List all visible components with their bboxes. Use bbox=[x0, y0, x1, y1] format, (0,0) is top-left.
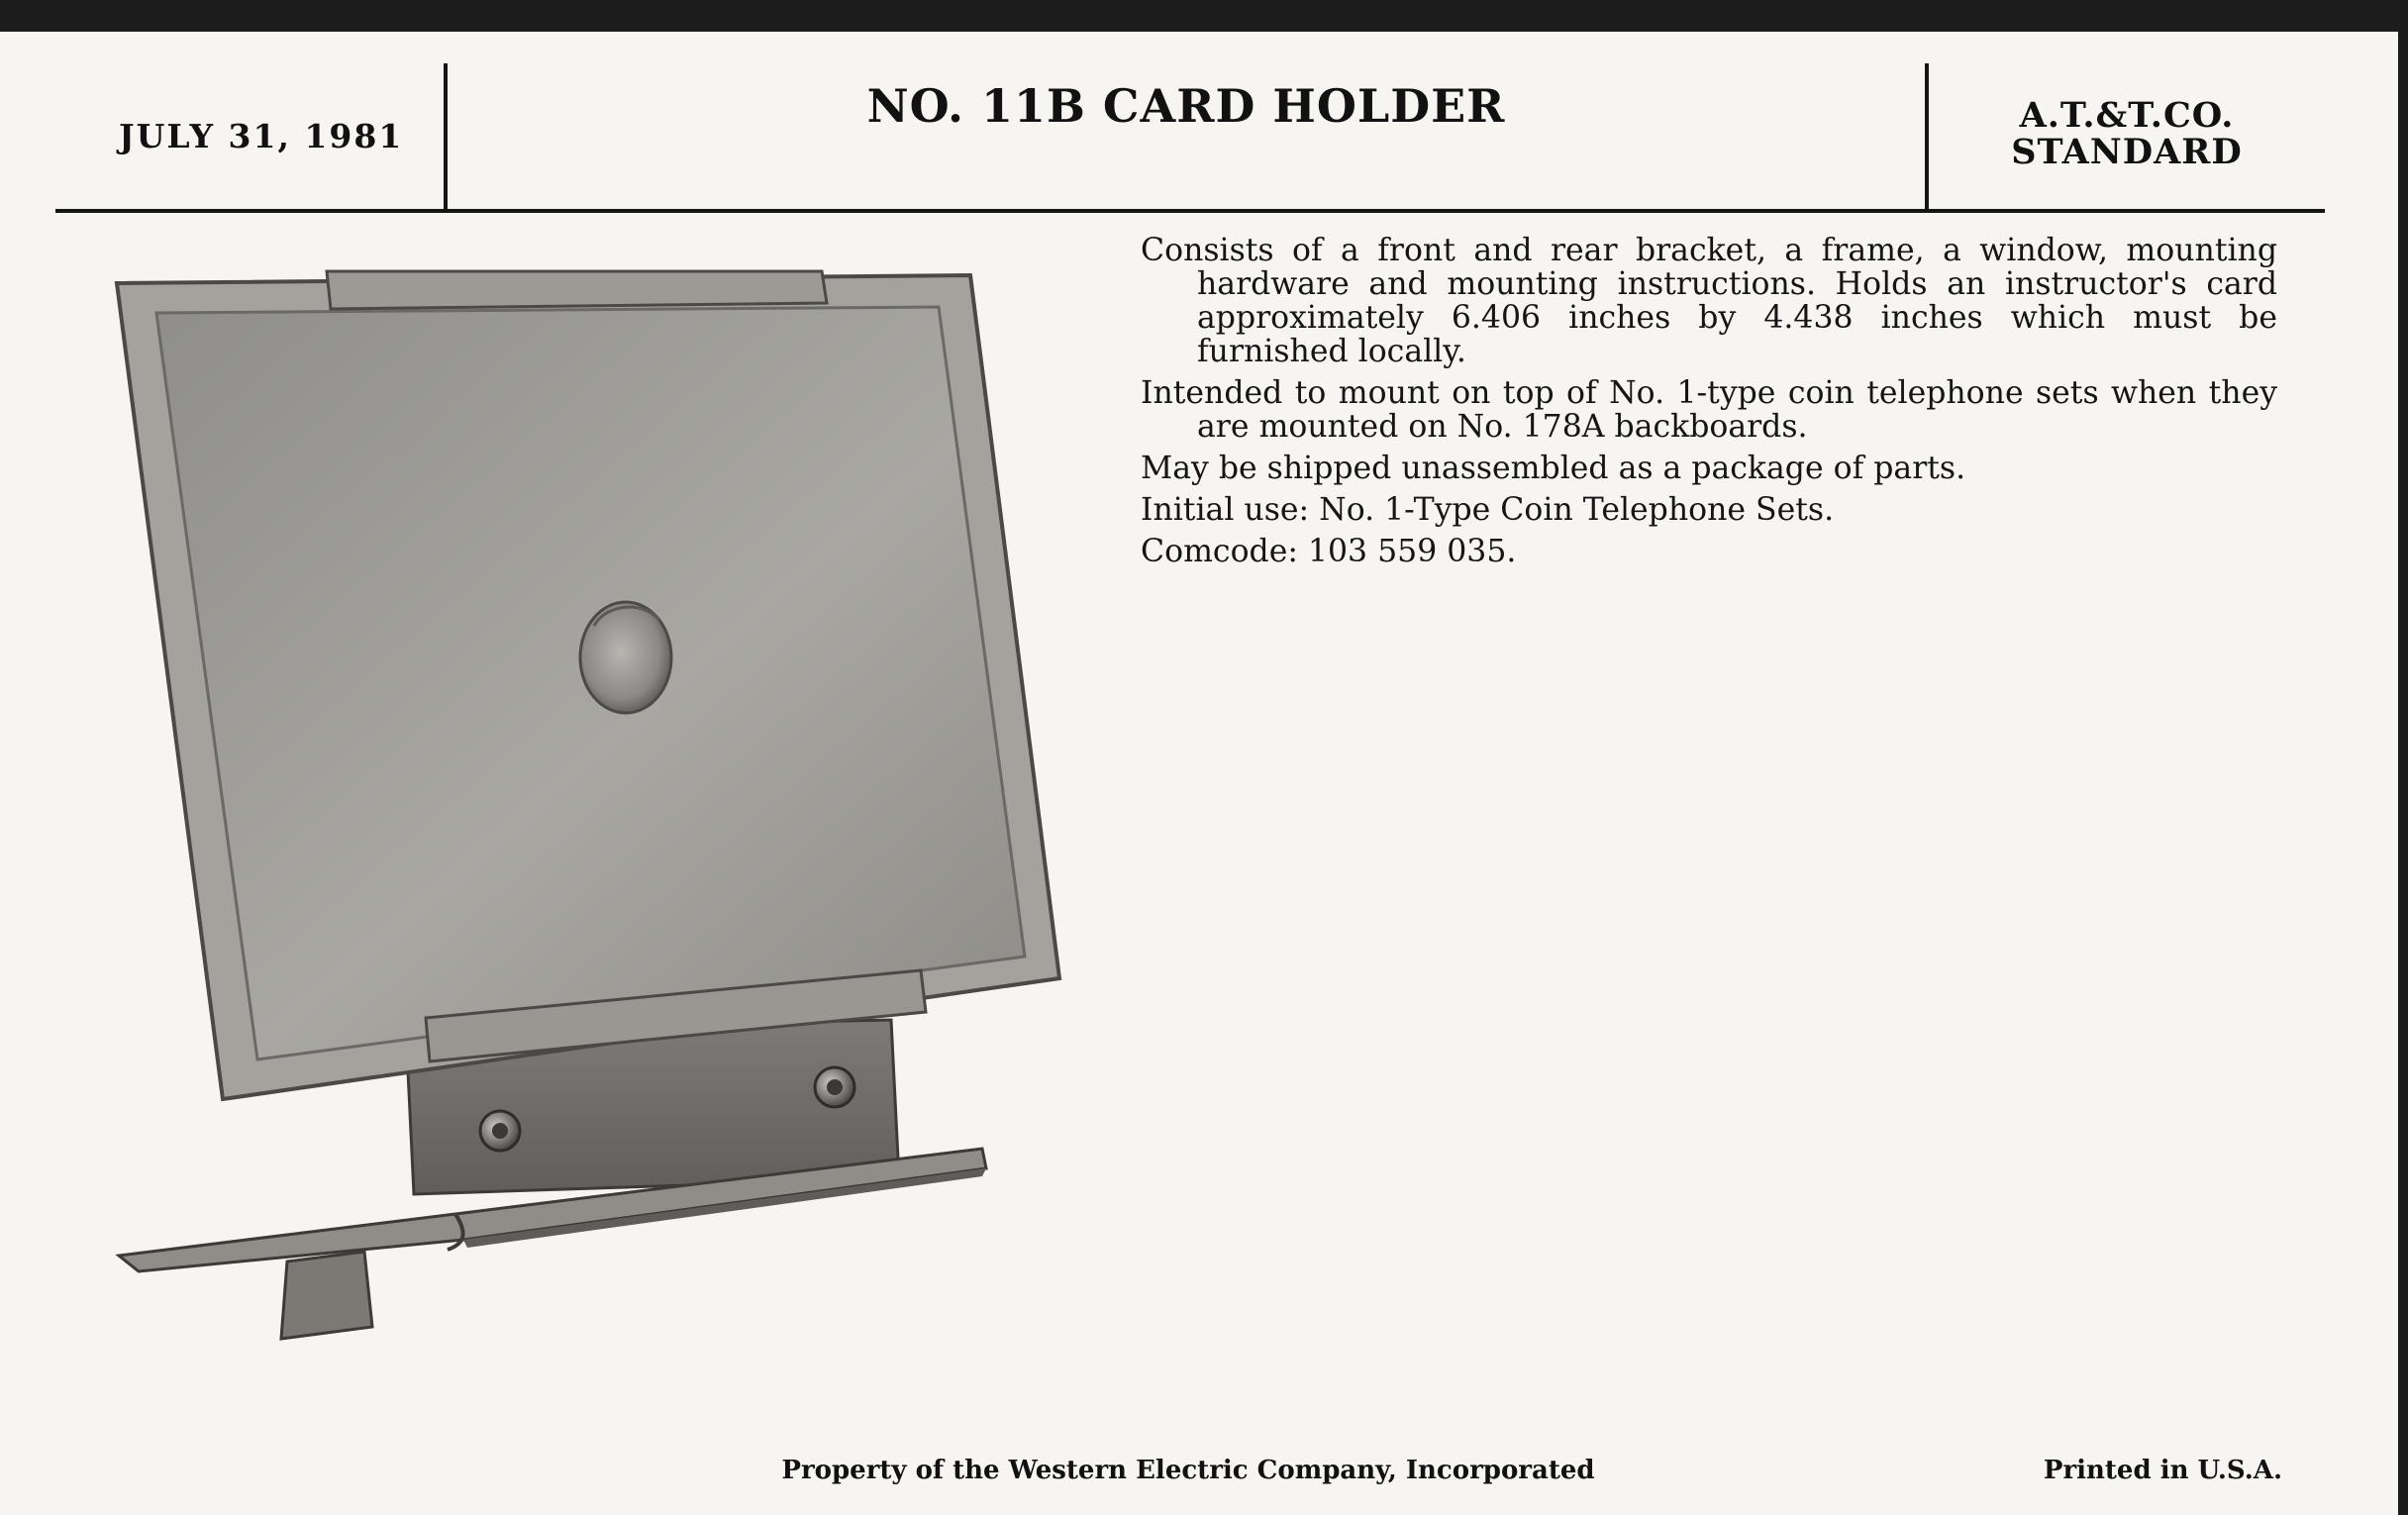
base-tab bbox=[281, 1252, 372, 1339]
header-rule bbox=[55, 209, 2325, 213]
standard-line-2: STANDARD bbox=[2011, 132, 2243, 172]
top-clip bbox=[327, 271, 827, 309]
sheet-date: JULY 31, 1981 bbox=[119, 117, 404, 155]
description-paragraph-3: May be shipped unassembled as a package of parts. bbox=[1141, 451, 1966, 486]
description-paragraph-1: Consists of a front and rear bracket, a frame, a window, mounting hardware and mounting instructions. Holds an instructor's card approximately 6.406 inches by 4.438 inches which must be furnished locally. bbox=[1141, 233, 2277, 369]
description-paragraph-2: Intended to mount on top of No. 1-type coin telephone sets when they are mounted on No. 178A backboards. bbox=[1141, 375, 2277, 445]
sheet-title: NO. 11B CARD HOLDER bbox=[866, 79, 1506, 133]
standard-line-1: A.T.&T.CO. bbox=[2019, 95, 2235, 136]
description-paragraph-4: Initial use: No. 1-Type Coin Telephone Sets. bbox=[1141, 492, 1835, 528]
card-holder-photo bbox=[99, 257, 1099, 1357]
description-paragraph-5: Comcode: 103 559 035. bbox=[1141, 534, 1517, 569]
description bbox=[1141, 234, 2277, 576]
property-notice: Property of the Western Electric Company, Incorporated bbox=[781, 1456, 1595, 1485]
standard-label bbox=[1929, 97, 2325, 170]
scan-border bbox=[2398, 32, 2408, 1515]
printed-notice: Printed in U.S.A. bbox=[2043, 1456, 2282, 1485]
